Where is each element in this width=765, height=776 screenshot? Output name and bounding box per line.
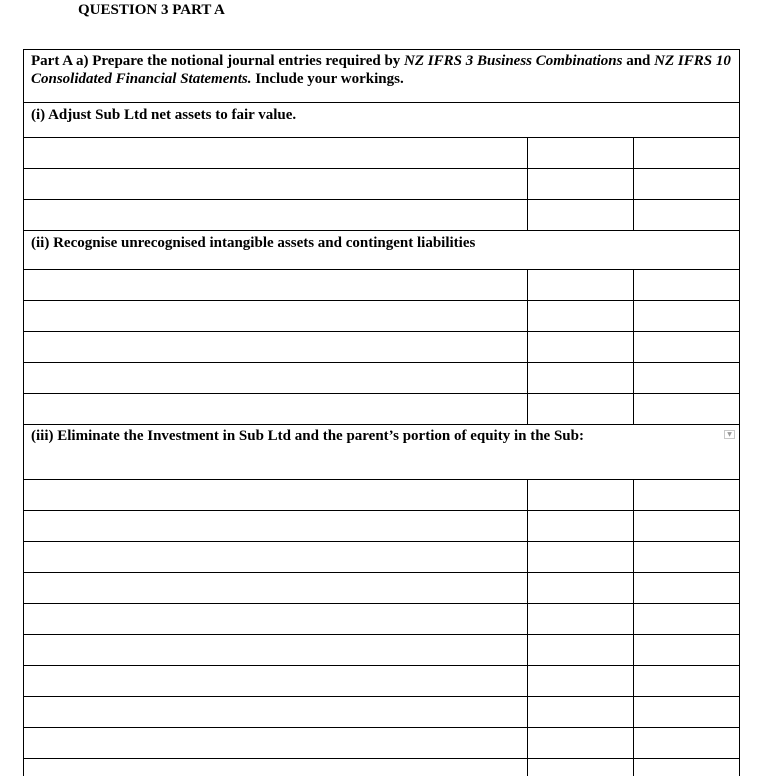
journal-row-iii-7[interactable] (23, 665, 740, 697)
credit-cell[interactable] (633, 480, 634, 510)
debit-cell[interactable] (527, 511, 528, 541)
credit-cell[interactable] (633, 666, 634, 696)
journal-row-ii-3[interactable] (23, 331, 740, 363)
credit-cell[interactable] (633, 169, 634, 199)
debit-cell[interactable] (527, 169, 528, 199)
journal-row-iii-10[interactable] (23, 758, 740, 776)
instructions-lead: Part A a) Prepare the notional journal entries required by (31, 53, 405, 69)
journal-row-i-3[interactable] (23, 199, 740, 231)
journal-row-iii-4[interactable] (23, 572, 740, 604)
debit-cell[interactable] (527, 759, 528, 776)
credit-cell[interactable] (633, 697, 634, 727)
section-heading-ii: (ii) Recognise unrecognised intangible assets and contingent liabilities (23, 230, 740, 270)
journal-row-i-2[interactable] (23, 168, 740, 200)
journal-row-iii-5[interactable] (23, 603, 740, 635)
chevron-down-icon[interactable]: ▼ (724, 430, 735, 439)
credit-cell[interactable] (633, 138, 634, 168)
debit-cell[interactable] (527, 480, 528, 510)
page-title: QUESTION 3 PART A (78, 2, 225, 18)
instructions-and: and (622, 53, 655, 69)
credit-cell[interactable] (633, 363, 634, 393)
credit-cell[interactable] (633, 635, 634, 665)
standard-ifrs10: NZ IFRS 10 Consolidated Financial Statements. (31, 53, 731, 87)
journal-row-iii-1[interactable] (23, 479, 740, 511)
standard-ifrs3: NZ IFRS 3 Business Combinations (404, 53, 623, 69)
debit-cell[interactable] (527, 666, 528, 696)
section-heading-i: (i) Adjust Sub Ltd net assets to fair value. (23, 102, 740, 138)
debit-cell[interactable] (527, 332, 528, 362)
credit-cell[interactable] (633, 728, 634, 758)
credit-cell[interactable] (633, 759, 634, 776)
journal-row-ii-5[interactable] (23, 393, 740, 425)
journal-row-iii-2[interactable] (23, 510, 740, 542)
credit-cell[interactable] (633, 200, 634, 230)
debit-cell[interactable] (527, 301, 528, 331)
debit-cell[interactable] (527, 394, 528, 424)
credit-cell[interactable] (633, 332, 634, 362)
journal-row-iii-9[interactable] (23, 727, 740, 759)
credit-cell[interactable] (633, 542, 634, 572)
credit-cell[interactable] (633, 604, 634, 634)
credit-cell[interactable] (633, 301, 634, 331)
credit-cell[interactable] (633, 511, 634, 541)
journal-row-ii-1[interactable] (23, 269, 740, 301)
debit-cell[interactable] (527, 363, 528, 393)
debit-cell[interactable] (527, 573, 528, 603)
journal-row-iii-3[interactable] (23, 541, 740, 573)
debit-cell[interactable] (527, 635, 528, 665)
debit-cell[interactable] (527, 604, 528, 634)
instructions-box (23, 49, 740, 103)
instructions-tail: Include your workings. (251, 71, 404, 87)
journal-row-ii-2[interactable] (23, 300, 740, 332)
credit-cell[interactable] (633, 394, 634, 424)
section-heading-iii-text: (iii) Eliminate the Investment in Sub Ltd and the parent’s portion of equity in the Sub: (31, 428, 584, 444)
journal-row-iii-8[interactable] (23, 696, 740, 728)
credit-cell[interactable] (633, 270, 634, 300)
debit-cell[interactable] (527, 728, 528, 758)
debit-cell[interactable] (527, 200, 528, 230)
journal-row-ii-4[interactable] (23, 362, 740, 394)
journal-row-iii-6[interactable] (23, 634, 740, 666)
debit-cell[interactable] (527, 697, 528, 727)
debit-cell[interactable] (527, 138, 528, 168)
credit-cell[interactable] (633, 573, 634, 603)
section-heading-iii (23, 424, 740, 480)
debit-cell[interactable] (527, 542, 528, 572)
journal-row-i-1[interactable] (23, 137, 740, 169)
debit-cell[interactable] (527, 270, 528, 300)
